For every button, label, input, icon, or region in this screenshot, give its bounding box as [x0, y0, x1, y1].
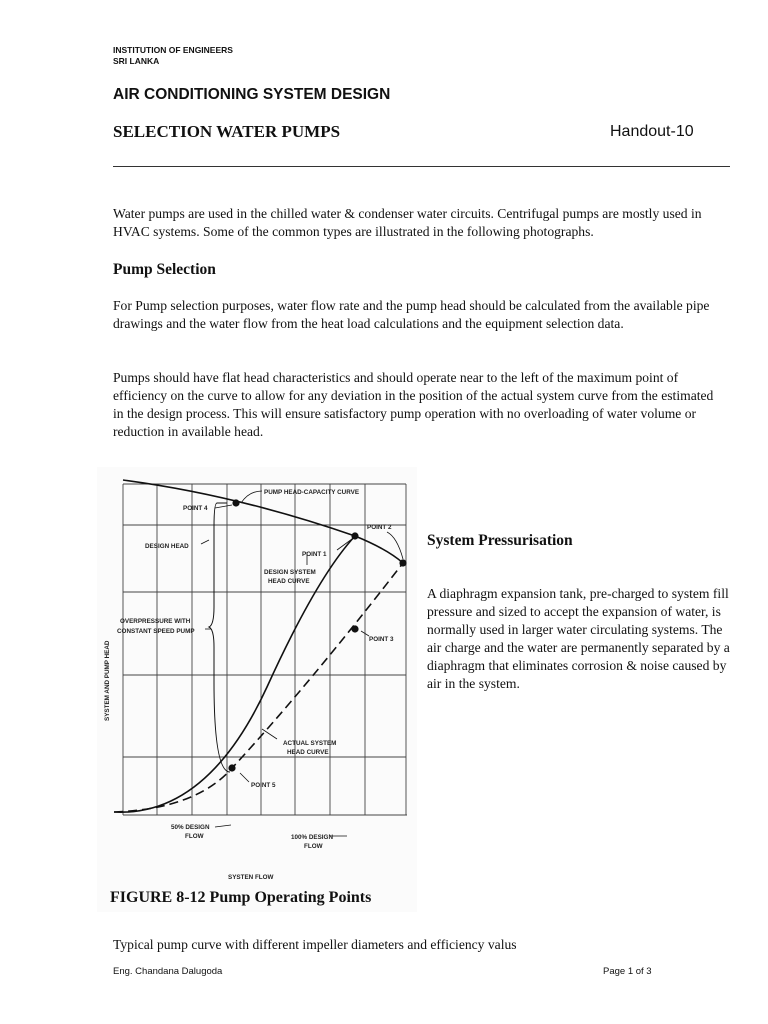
institution-country: SRI LANKA — [113, 56, 160, 66]
label-x-axis: SYSTEN FLOW — [228, 874, 274, 881]
header-divider — [113, 166, 730, 167]
page-title: SELECTION WATER PUMPS — [113, 122, 341, 141]
point-2-marker — [399, 559, 406, 566]
point-5-marker — [228, 764, 235, 771]
point-4-marker — [232, 499, 239, 506]
label-actual-system-head-curve-2: HEAD CURVE — [287, 749, 329, 756]
label-point-3: POINT 3 — [369, 636, 394, 643]
label-overpressure-2: CONSTANT SPEED PUMP — [117, 628, 195, 635]
label-point-5: POINT 5 — [251, 782, 276, 789]
point-3-marker — [351, 625, 358, 632]
label-actual-system-head-curve-1: ACTUAL SYSTEM — [283, 740, 337, 747]
figure-description: Typical pump curve with different impeller diameters and efficiency valus — [113, 937, 517, 952]
intro-paragraph: Water pumps are used in the chilled water & condenser water circuits. Centrifugal pumps are mostly used in HVAC systems. Some of the common types are illustrated in the following photographs. — [113, 206, 702, 239]
pump-curve-diagram — [97, 467, 417, 912]
label-pump-head-capacity-curve: PUMP HEAD-CAPACITY CURVE — [264, 489, 360, 496]
label-overpressure-1: OVERPRESSURE WITH — [120, 618, 191, 625]
institution-name: INSTITUTION OF ENGINEERS — [113, 45, 233, 55]
label-hundred-design-flow-1: 100% DESIGN — [291, 834, 333, 841]
pressurisation-heading: System Pressurisation — [427, 532, 573, 549]
handout-number: Handout-10 — [610, 123, 694, 140]
label-point-1: POINT 1 — [302, 551, 327, 558]
pump-curve-figure — [97, 467, 417, 912]
label-fifty-design-flow-1: 50% DESIGN — [171, 824, 210, 831]
figure-caption: FIGURE 8-12 Pump Operating Points — [110, 889, 372, 906]
label-point-4: POINT 4 — [183, 505, 208, 512]
figure-background — [97, 467, 417, 912]
institution-header — [113, 45, 233, 67]
pump-selection-heading: Pump Selection — [113, 261, 216, 278]
label-design-system-head-curve-2: HEAD CURVE — [268, 578, 310, 585]
label-fifty-design-flow-2: FLOW — [185, 833, 204, 840]
label-point-2: POINT 2 — [367, 524, 392, 531]
point-1-marker — [351, 532, 358, 539]
label-design-system-head-curve-1: DESIGN SYSTEM — [264, 569, 316, 576]
pressurisation-paragraph: A diaphragm expansion tank, pre-charged to system fill pressure and sized to accept the expansion of water, is normally used in larger water circulating systems. The air charge and the water are permanently separated by a diaphragm that eliminates corrosion & noise caused by air in the system. — [427, 586, 730, 691]
label-y-axis: SYSTEM AND PUMP HEAD — [104, 640, 111, 721]
course-title: AIR CONDITIONING SYSTEM DESIGN — [113, 86, 391, 103]
label-design-head: DESIGN HEAD — [145, 543, 189, 550]
pump-selection-paragraph-2: Pumps should have flat head characteristics and should operate near to the left of the maximum point of efficiency on the curve to allow for any deviation in the position of the actual system curve from the estimated in the design process. This will ensure satisfactory pump operation with no overloading of water volume or reduction in available head. — [113, 370, 714, 439]
footer-author: Eng. Chandana Dalugoda — [113, 966, 223, 977]
footer-page-number: Page 1 of 3 — [603, 966, 652, 977]
label-hundred-design-flow-2: FLOW — [304, 843, 323, 850]
pump-selection-paragraph-1: For Pump selection purposes, water flow rate and the pump head should be calculated from the available pipe drawings and the water flow from the heat load calculations and the equipment selection data. — [113, 298, 710, 331]
